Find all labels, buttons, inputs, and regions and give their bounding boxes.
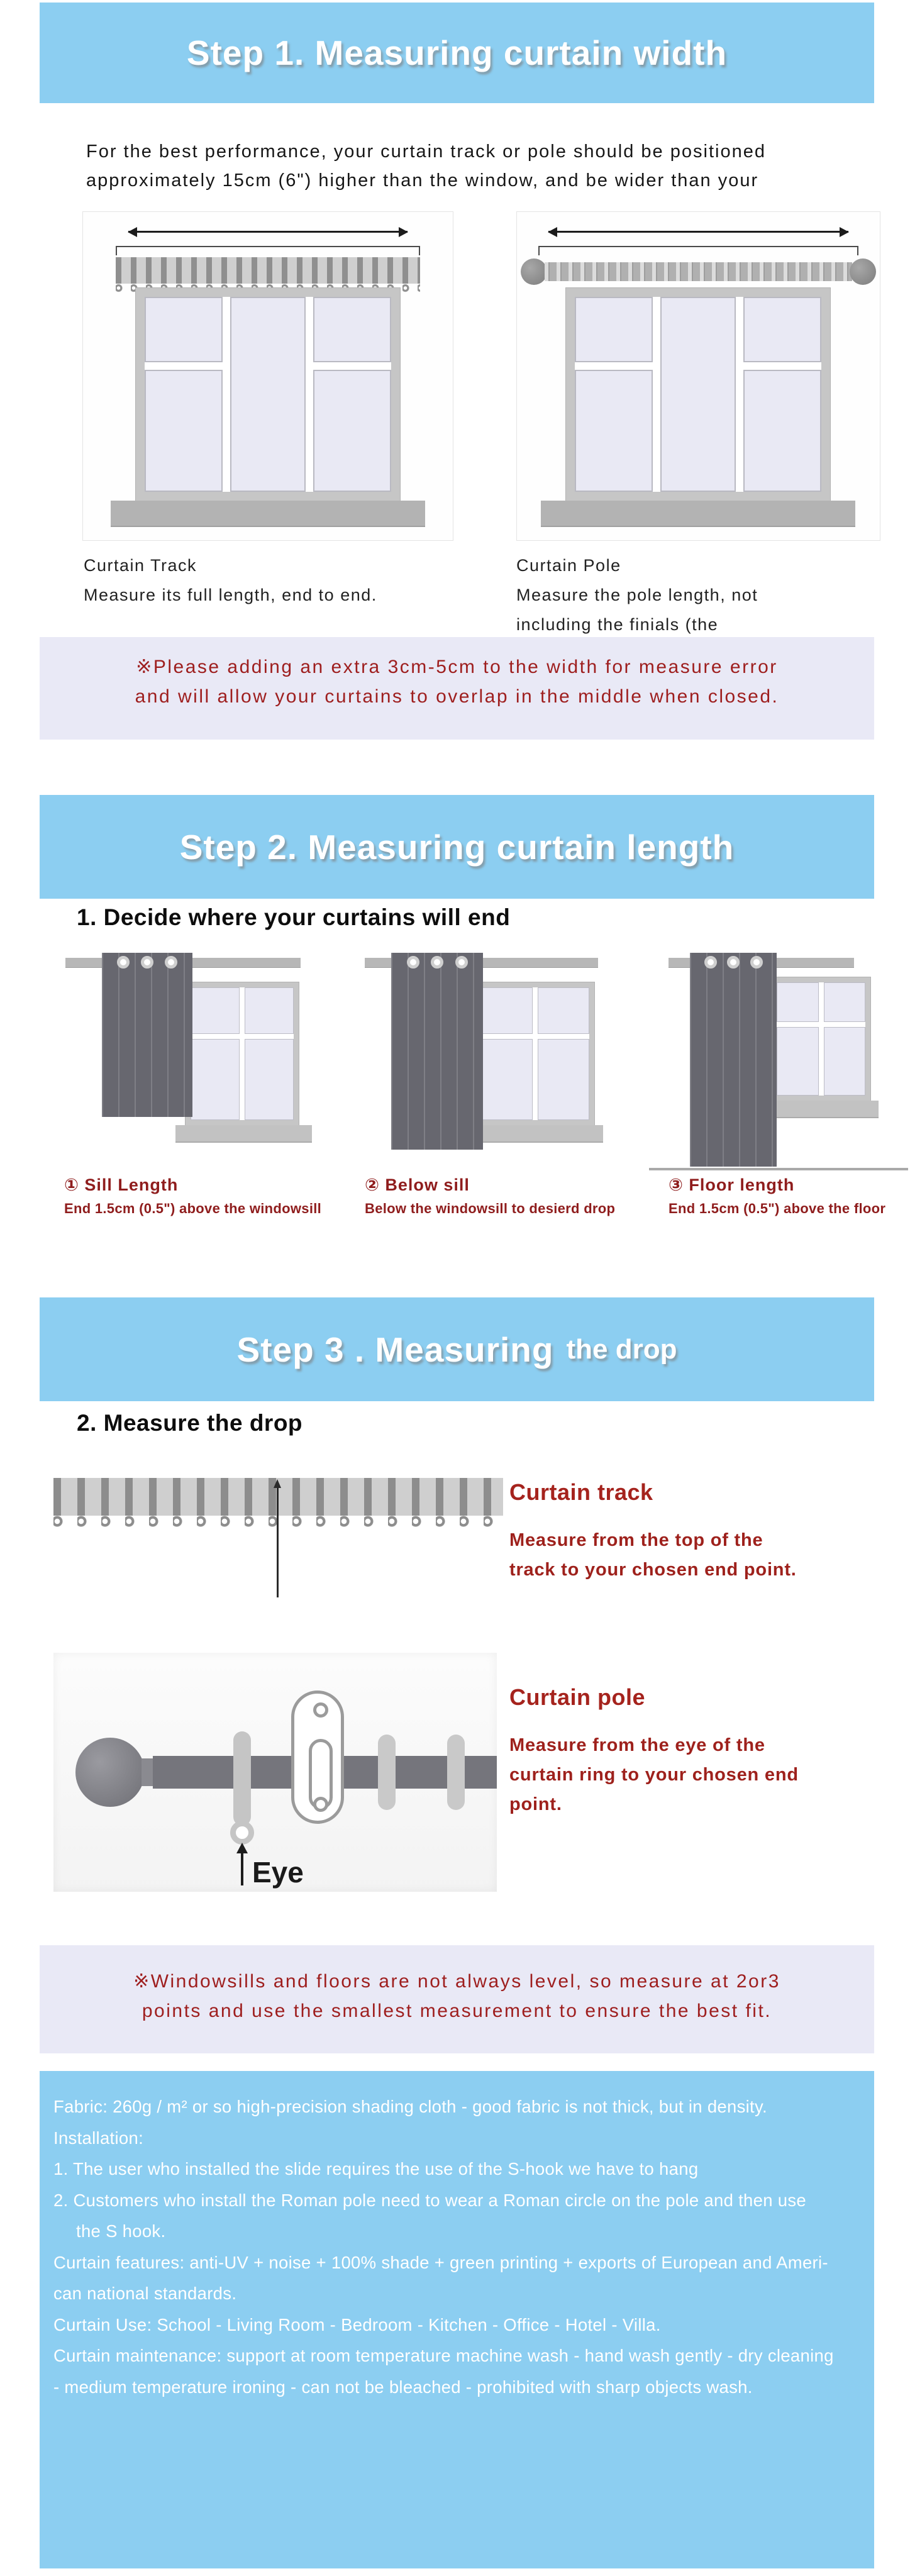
option-caption bbox=[365, 1175, 470, 1195]
curtain-graphic bbox=[690, 953, 777, 1167]
product-details-block bbox=[40, 2071, 874, 2568]
window-pane bbox=[777, 982, 819, 1022]
option-title: Below sill bbox=[385, 1175, 470, 1194]
window-pane bbox=[245, 1039, 294, 1120]
curtain-pole-drop-figure bbox=[53, 1653, 497, 1892]
grommet-icon bbox=[431, 956, 443, 969]
grommet-icon bbox=[117, 956, 130, 969]
curtain-ring-graphic bbox=[378, 1735, 396, 1810]
detail-line: Curtain features: anti-UV + noise + 100% shade + green printing + exports of European and Ameri- bbox=[53, 2252, 828, 2272]
window-pane bbox=[230, 297, 306, 492]
detail-line: Curtain Use: School - Living Room - Bedroom - Kitchen - Office - Hotel - Villa. bbox=[53, 2314, 661, 2334]
window-pane bbox=[660, 297, 736, 492]
window-graphic bbox=[476, 982, 594, 1125]
curtain-ring-graphic bbox=[233, 1731, 251, 1826]
option-number: ② bbox=[365, 1175, 380, 1194]
window-graphic bbox=[186, 982, 299, 1125]
detail-line: the S hook. bbox=[76, 2221, 166, 2241]
window-pane bbox=[145, 370, 223, 492]
track-caption-title: Curtain Track bbox=[84, 556, 197, 575]
grommet-icon bbox=[750, 956, 763, 969]
window-pane bbox=[538, 987, 589, 1034]
window-graphic bbox=[136, 288, 400, 501]
option-number: ① bbox=[64, 1175, 79, 1194]
length-option-floor bbox=[654, 947, 906, 1223]
curtain-graphic bbox=[391, 953, 483, 1150]
option-desc: End 1.5cm (0.5") above the windowsill bbox=[64, 1201, 322, 1216]
window-center-column bbox=[230, 297, 306, 492]
pole-drop-line1: Measure from the eye of the bbox=[509, 1735, 765, 1755]
eye-label: Eye bbox=[252, 1856, 304, 1889]
step1-header-band bbox=[40, 3, 874, 103]
measure-bracket-icon bbox=[538, 246, 858, 255]
window-right-column bbox=[313, 297, 391, 492]
windowsill-graphic bbox=[541, 501, 855, 526]
window-graphic bbox=[566, 288, 830, 501]
window-pane bbox=[245, 987, 294, 1034]
window-frame bbox=[481, 987, 589, 1120]
grommet-icon bbox=[704, 956, 717, 969]
pole-finial-icon bbox=[521, 258, 547, 285]
drop-arrow-icon bbox=[277, 1487, 279, 1597]
pole-caption bbox=[516, 551, 758, 640]
measure-bracket-icon bbox=[116, 246, 420, 255]
level-note bbox=[40, 1945, 874, 2053]
grommet-icon bbox=[727, 956, 740, 969]
curtain-track-graphic bbox=[116, 257, 420, 284]
window-pane bbox=[481, 1039, 533, 1120]
detail-line: - medium temperature ironing - can not be bleached - prohibited with sharp objects wash. bbox=[53, 2377, 753, 2397]
step2-subheading: 1. Decide where your curtains will end bbox=[77, 904, 511, 930]
pole-caption-line: Measure the pole length, not bbox=[516, 586, 758, 604]
window-pane bbox=[538, 1039, 589, 1120]
option-caption bbox=[669, 1175, 794, 1195]
step1-intro-paragraph bbox=[86, 137, 766, 195]
detail-line: can national standards. bbox=[53, 2284, 237, 2303]
length-option-sill bbox=[63, 947, 322, 1223]
pole-caption-line: including the finials (the bbox=[516, 615, 719, 634]
window-column bbox=[824, 982, 866, 1096]
pole-drop-line3: point. bbox=[509, 1794, 562, 1814]
detail-line: Curtain maintenance: support at room temperature machine wash - hand wash gently - dry cleaning bbox=[53, 2346, 834, 2365]
track-drop-text bbox=[509, 1526, 797, 1585]
step1-title: Step 1. Measuring curtain width bbox=[186, 33, 728, 72]
grommet-row bbox=[694, 956, 773, 969]
window-pane bbox=[145, 297, 223, 362]
track-drop-line2: track to your chosen end point. bbox=[509, 1560, 797, 1580]
window-pane bbox=[575, 297, 653, 362]
window-left-column bbox=[575, 297, 653, 492]
curtain-graphic bbox=[102, 953, 192, 1117]
window-frame bbox=[145, 297, 391, 492]
curtain-pole-graphic bbox=[545, 262, 852, 281]
track-drop-line1: Measure from the top of the bbox=[509, 1530, 763, 1550]
window-pane bbox=[481, 987, 533, 1034]
window-frame bbox=[191, 987, 294, 1120]
grommet-icon bbox=[407, 956, 419, 969]
pole-caption-title: Curtain Pole bbox=[516, 556, 621, 575]
window-pane bbox=[191, 1039, 240, 1120]
grommet-row bbox=[395, 956, 479, 969]
option-caption bbox=[64, 1175, 178, 1195]
step2-header-band bbox=[40, 795, 874, 899]
window-graphic bbox=[772, 977, 870, 1101]
window-right-column bbox=[743, 297, 821, 492]
grommet-icon bbox=[141, 956, 153, 969]
width-note-line1: ※Please adding an extra 3cm-5cm to the width for measure error bbox=[136, 657, 778, 677]
option-title: Floor length bbox=[689, 1175, 795, 1194]
length-option-below-sill bbox=[362, 947, 616, 1223]
width-arrow-icon bbox=[548, 231, 848, 233]
option-desc: Below the windowsill to desierd drop bbox=[365, 1201, 616, 1216]
intro-line-1: For the best performance, your curtain track or pole should be positioned bbox=[86, 142, 766, 162]
window-pane bbox=[777, 1027, 819, 1096]
pole-finial-icon bbox=[75, 1738, 145, 1807]
window-pane bbox=[313, 297, 391, 362]
window-frame bbox=[777, 982, 865, 1096]
track-caption bbox=[84, 551, 377, 610]
width-note-line2: and will allow your curtains to overlap in the middle when closed. bbox=[135, 686, 779, 707]
step3-header-band bbox=[40, 1297, 874, 1401]
intro-line-2: approximately 15cm (6") higher than the window, and be wider than your bbox=[86, 170, 759, 191]
window-pane bbox=[313, 370, 391, 492]
curtain-pole-figure bbox=[516, 211, 880, 541]
grommet-icon bbox=[165, 956, 177, 969]
step3-subheading: 2. Measure the drop bbox=[77, 1410, 303, 1436]
pole-drop-line2: curtain ring to your chosen end bbox=[509, 1765, 799, 1785]
window-pane bbox=[191, 987, 240, 1034]
window-column bbox=[481, 987, 533, 1120]
option-desc: End 1.5cm (0.5") above the floor bbox=[669, 1201, 886, 1216]
window-column bbox=[191, 987, 240, 1120]
level-note-line1: ※Windowsills and floors are not always level, so measure at 2or3 bbox=[133, 1971, 780, 1992]
option-number: ③ bbox=[669, 1175, 684, 1194]
window-column bbox=[245, 987, 294, 1120]
window-column bbox=[777, 982, 819, 1096]
floor-line-graphic bbox=[649, 1168, 908, 1170]
window-pane bbox=[743, 370, 821, 492]
detail-line: 2. Customers who install the Roman pole need to wear a Roman circle on the pole and then use bbox=[53, 2190, 807, 2210]
windowsill-graphic bbox=[111, 501, 425, 526]
window-left-column bbox=[145, 297, 223, 492]
step3-title-main: Step 3 . Measuring bbox=[236, 1330, 554, 1369]
width-note bbox=[40, 637, 874, 740]
pole-drop-title: Curtain pole bbox=[509, 1684, 646, 1710]
ring-eye-icon bbox=[230, 1821, 254, 1845]
eye-arrow-icon bbox=[241, 1853, 243, 1885]
windowsill-graphic bbox=[468, 1125, 603, 1141]
wall-bracket-graphic bbox=[291, 1690, 344, 1824]
window-pane bbox=[824, 982, 866, 1022]
screw-hole-icon bbox=[313, 1797, 328, 1812]
step3-title-sub: the drop bbox=[566, 1333, 677, 1365]
grommet-row bbox=[106, 956, 189, 969]
grommet-icon bbox=[455, 956, 468, 969]
windowsill-graphic bbox=[175, 1125, 312, 1141]
screw-hole-icon bbox=[313, 1702, 328, 1718]
window-pane bbox=[743, 297, 821, 362]
pole-drop-text bbox=[509, 1731, 799, 1819]
track-caption-line: Measure its full length, end to end. bbox=[84, 586, 377, 604]
window-pane bbox=[575, 370, 653, 492]
track-drop-title: Curtain track bbox=[509, 1479, 653, 1505]
option-title: Sill Length bbox=[84, 1175, 179, 1194]
detail-line: 1. The user who installed the slide requires the use of the S-hook we have to hang bbox=[53, 2159, 699, 2179]
detail-line: Fabric: 260g / m² or so high-precision shading cloth - good fabric is not thick, but in density. bbox=[53, 2097, 767, 2116]
step2-title: Step 2. Measuring curtain length bbox=[179, 827, 735, 867]
window-pane bbox=[824, 1027, 866, 1096]
window-center-column bbox=[660, 297, 736, 492]
pole-finial-icon bbox=[850, 258, 876, 285]
width-arrow-icon bbox=[128, 231, 408, 233]
window-frame bbox=[575, 297, 821, 492]
window-column bbox=[538, 987, 589, 1120]
curtain-ring-graphic bbox=[447, 1735, 465, 1810]
level-note-line2: points and use the smallest measurement to ensure the best fit. bbox=[141, 2001, 772, 2021]
windowsill-graphic bbox=[763, 1101, 879, 1117]
curtain-track-figure bbox=[82, 211, 453, 541]
detail-line: Installation: bbox=[53, 2128, 144, 2148]
